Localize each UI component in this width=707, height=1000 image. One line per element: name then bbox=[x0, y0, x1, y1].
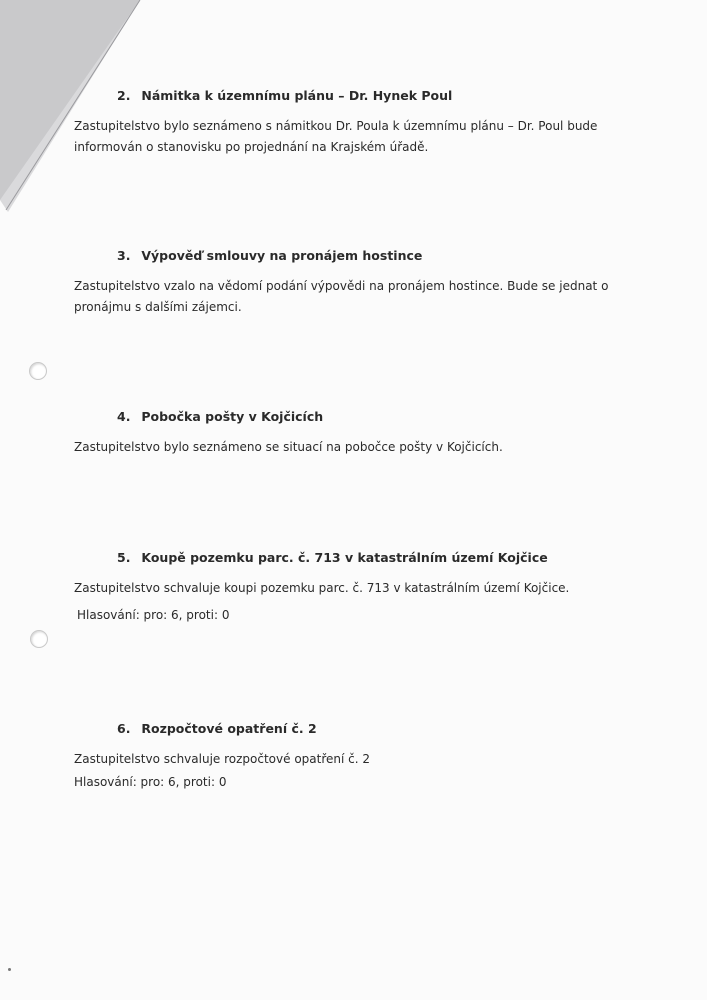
vote-result: Hlasování: pro: 6, proti: 0 bbox=[77, 608, 230, 622]
agenda-item-number: 4. bbox=[117, 409, 131, 424]
vote-result: Hlasování: pro: 6, proti: 0 bbox=[74, 775, 227, 789]
agenda-item-heading bbox=[117, 248, 634, 264]
agenda-item-5 bbox=[74, 550, 634, 626]
agenda-item-title: Námitka k územnímu plánu – Dr. Hynek Poul bbox=[141, 88, 453, 103]
agenda-item-4 bbox=[74, 409, 634, 458]
agenda-item-number: 3. bbox=[117, 248, 131, 263]
agenda-item-number: 5. bbox=[117, 550, 131, 565]
scan-speck bbox=[8, 968, 11, 971]
agenda-item-heading bbox=[117, 550, 634, 566]
punch-hole bbox=[29, 362, 47, 380]
agenda-item-text: Zastupitelstvo bylo seznámeno se situací na pobočce pošty v Kojčicích. bbox=[74, 440, 503, 454]
agenda-item-text: Zastupitelstvo vzalo na vědomí podání výpovědi na pronájem hostince. Bude se jednat o pronájmu s dalšími zájemci. bbox=[74, 279, 609, 314]
agenda-item-text: Zastupitelstvo bylo seznámeno s námitkou Dr. Poula k územnímu plánu – Dr. Poul bude informován o stanovisku po projednání na Krajském úřadě. bbox=[74, 119, 598, 154]
agenda-item-text: Zastupitelstvo schvaluje koupi pozemku parc. č. 713 v katastrálním území Kojčice. bbox=[74, 581, 570, 595]
agenda-item-6 bbox=[74, 721, 634, 793]
agenda-item-title: Rozpočtové opatření č. 2 bbox=[141, 721, 317, 736]
agenda-item-heading bbox=[117, 88, 634, 104]
agenda-item-heading bbox=[117, 721, 634, 737]
agenda-item-title: Výpověď smlouvy na pronájem hostince bbox=[141, 248, 423, 263]
agenda-item-number: 6. bbox=[117, 721, 131, 736]
agenda-item-heading bbox=[117, 409, 634, 425]
agenda-item-title: Koupě pozemku parc. č. 713 v katastrálním území Kojčice bbox=[141, 550, 548, 565]
agenda-item-title: Pobočka pošty v Kojčicích bbox=[141, 409, 324, 424]
agenda-item-number: 2. bbox=[117, 88, 131, 103]
agenda-item-3 bbox=[74, 248, 634, 318]
agenda-item-text: Zastupitelstvo schvaluje rozpočtové opatření č. 2 bbox=[74, 752, 371, 766]
agenda-item-2 bbox=[74, 88, 634, 158]
punch-hole bbox=[30, 630, 48, 648]
